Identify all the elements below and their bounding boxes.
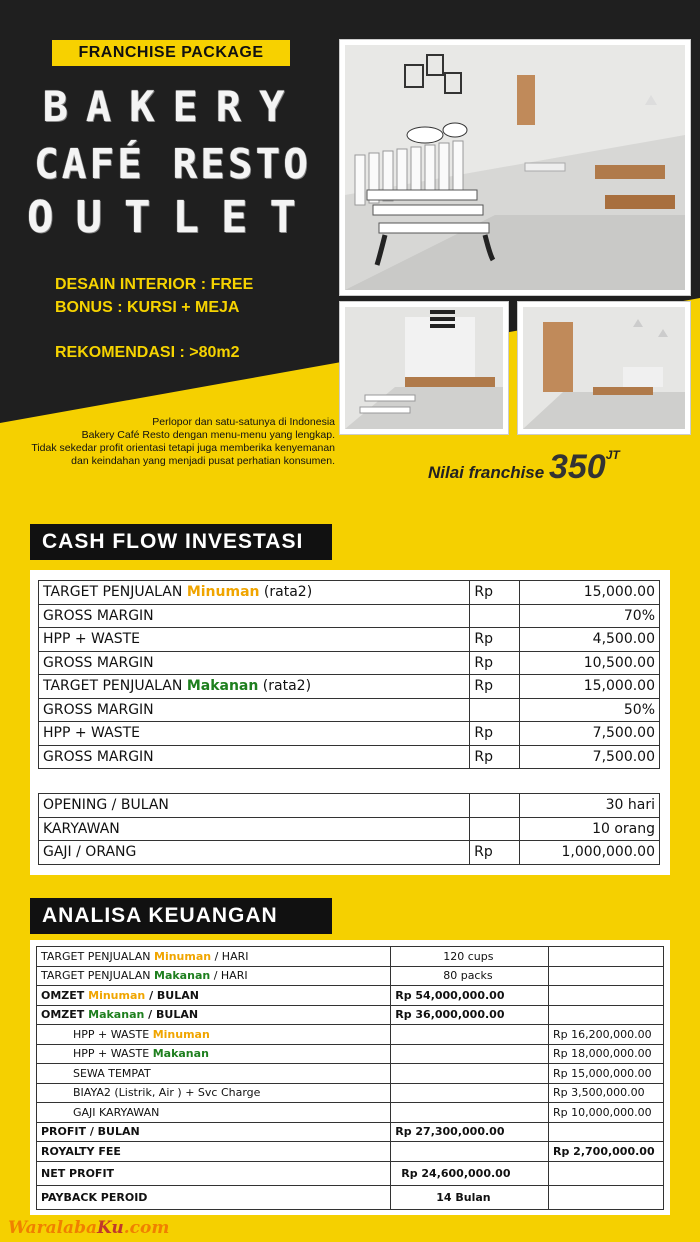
row-label (37, 966, 391, 986)
row-label (37, 947, 391, 967)
label-text: OMZET (41, 988, 89, 1002)
label-text: ROYALTY FEE (41, 1144, 121, 1158)
value-cell: 7,500.00 (520, 722, 660, 746)
label-text: GAJI KARYAWAN (73, 1105, 160, 1119)
table-row (37, 1083, 664, 1103)
value-cell (391, 1083, 549, 1103)
value-cell: 120 cups (391, 947, 549, 967)
table-row (39, 604, 660, 628)
expense-cell (549, 966, 664, 986)
interior-right-illustration (523, 307, 685, 429)
value-cell (391, 1025, 549, 1045)
table-row (37, 1122, 664, 1142)
value-cell: Rp 27,300,000.00 (391, 1122, 549, 1142)
bonus-text: BONUS : KURSI + MEJA (55, 299, 240, 316)
row-label (37, 1044, 391, 1064)
analisa-heading: ANALISA KEUANGAN (30, 898, 332, 934)
currency-cell: Rp (470, 722, 520, 746)
title-line-bakery: BAKERY (42, 82, 303, 131)
label-suffix: / HARI (211, 949, 249, 963)
interior-photo-left (340, 302, 508, 434)
franchise-label: Nilai franchise (428, 463, 545, 482)
franchise-value (428, 448, 620, 487)
row-label (39, 722, 470, 746)
empty-cell (549, 1161, 664, 1185)
table-row (37, 1025, 664, 1045)
label-text: TARGET PENJUALAN (43, 584, 187, 601)
row-label (37, 1025, 391, 1045)
table-row (37, 966, 664, 986)
rekomendasi-text: REKOMENDASI : >80m2 (55, 344, 240, 361)
label-text: BIAYA2 (Listrik, Air ) + Svc Charge (73, 1086, 261, 1100)
net-profit-row (37, 1161, 664, 1185)
currency-cell (470, 817, 520, 841)
watermark-logo (8, 1218, 169, 1238)
table-row (37, 1103, 664, 1123)
expense-cell: Rp 3,500,000.00 (549, 1083, 664, 1103)
hero-section (0, 0, 700, 500)
title-line-cafe-resto: CAFÉ RESTO (34, 140, 311, 188)
value-cell: 4,500.00 (520, 628, 660, 652)
table-row (39, 698, 660, 722)
value-cell (391, 1103, 549, 1123)
table-row (37, 1064, 664, 1084)
franchise-package-badge: FRANCHISE PACKAGE (52, 40, 290, 66)
row-label (37, 1122, 391, 1142)
expense-cell: Rp 16,200,000.00 (549, 1025, 664, 1045)
label-text: GROSS MARGIN (43, 748, 154, 765)
value-cell: 15,000.00 (520, 675, 660, 699)
row-label (37, 1083, 391, 1103)
row-label (37, 1064, 391, 1084)
interior-left-illustration (345, 307, 503, 429)
highlight-text: Minuman (152, 1027, 210, 1041)
cashflow-table-operational (38, 793, 660, 865)
row-label (39, 698, 470, 722)
highlight-text: Minuman (88, 988, 146, 1002)
label-text: OMZET (41, 1008, 89, 1022)
row-label: KARYAWAN (39, 817, 470, 841)
highlight-text: Makanan (186, 678, 259, 695)
label-suffix: / HARI (210, 969, 248, 983)
expense-cell (549, 986, 664, 1006)
interior-photo-main (340, 40, 690, 295)
net-profit-value: Rp 24,600,000.00 (391, 1161, 549, 1185)
currency-cell: Rp (470, 581, 520, 605)
table-row (39, 628, 660, 652)
value-cell: Rp 36,000,000.00 (391, 1005, 549, 1025)
expense-cell: Rp 15,000,000.00 (549, 1064, 664, 1084)
table-row (37, 1044, 664, 1064)
label-text: SEWA TEMPAT (73, 1066, 151, 1080)
label-text: GROSS MARGIN (43, 701, 154, 718)
currency-cell: Rp (470, 628, 520, 652)
table-row (39, 841, 660, 865)
description-line-4: dan keindahan yang menjadi pusat perhatian konsumen. (71, 455, 335, 467)
interior-main-illustration (345, 45, 685, 290)
currency-cell: Rp (470, 651, 520, 675)
row-label (39, 675, 470, 699)
highlight-text: Minuman (186, 584, 260, 601)
row-label (39, 651, 470, 675)
highlight-text: Makanan (152, 1047, 209, 1061)
expense-cell (549, 947, 664, 967)
label-text: GROSS MARGIN (43, 607, 154, 624)
row-label (39, 604, 470, 628)
cashflow-heading: CASH FLOW INVESTASI (30, 524, 332, 560)
row-label: GAJI / ORANG (39, 841, 470, 865)
table-row (39, 651, 660, 675)
currency-cell: Rp (470, 675, 520, 699)
franchise-unit: JT (605, 448, 620, 462)
payback-row (37, 1185, 664, 1209)
table-row (37, 1142, 664, 1162)
value-cell: 50% (520, 698, 660, 722)
table-row (39, 817, 660, 841)
table-row (39, 581, 660, 605)
value-cell: Rp 54,000,000.00 (391, 986, 549, 1006)
table-row (39, 675, 660, 699)
expense-cell (549, 1122, 664, 1142)
table-row (39, 722, 660, 746)
description-line-3: Tidak sekedar profit orientasi tetapi juga memberika kenyemanan (31, 442, 335, 454)
expense-cell (549, 1005, 664, 1025)
row-label (39, 628, 470, 652)
expense-cell: Rp 10,000,000.00 (549, 1103, 664, 1123)
label-text: TARGET PENJUALAN (41, 969, 154, 983)
value-cell (391, 1044, 549, 1064)
payback-label: PAYBACK PEROID (37, 1185, 391, 1209)
analisa-table (36, 946, 664, 1210)
row-label (39, 745, 470, 769)
value-cell: 10,500.00 (520, 651, 660, 675)
watermark-part-1: Waralaba (8, 1218, 97, 1238)
currency-cell: Rp (470, 841, 520, 865)
label-text: HPP + WASTE (73, 1027, 153, 1041)
highlight-text: Minuman (154, 949, 212, 963)
table-row (39, 794, 660, 818)
currency-cell (470, 604, 520, 628)
description-line-2: Bakery Café Resto dengan menu-menu yang lengkap. (81, 429, 335, 441)
interior-photo-right (518, 302, 690, 434)
currency-cell (470, 698, 520, 722)
value-cell: 1,000,000.00 (520, 841, 660, 865)
franchise-amount: 350 (548, 448, 606, 486)
label-suffix: (rata2) (258, 678, 312, 695)
value-cell (391, 1064, 549, 1084)
label-text: PROFIT / BULAN (41, 1125, 140, 1139)
expense-cell: Rp 18,000,000.00 (549, 1044, 664, 1064)
row-label (37, 1142, 391, 1162)
value-cell: 70% (520, 604, 660, 628)
label-suffix: (rata2) (259, 584, 313, 601)
cashflow-table (38, 580, 660, 769)
currency-cell: Rp (470, 745, 520, 769)
currency-cell (470, 794, 520, 818)
value-cell: 7,500.00 (520, 745, 660, 769)
watermark-part-2: Ku (96, 1218, 124, 1238)
desain-interior-text: DESAIN INTERIOR : FREE (55, 276, 254, 293)
label-text: HPP + WASTE (73, 1047, 153, 1061)
highlight-text: Makanan (154, 969, 211, 983)
row-label (39, 581, 470, 605)
table-row (37, 1005, 664, 1025)
value-cell: 10 orang (520, 817, 660, 841)
label-text: TARGET PENJUALAN (41, 949, 154, 963)
value-cell: 15,000.00 (520, 581, 660, 605)
watermark-part-3: .com (123, 1218, 170, 1238)
payback-value: 14 Bulan (391, 1185, 549, 1209)
row-label: OPENING / BULAN (39, 794, 470, 818)
empty-cell (549, 1185, 664, 1209)
label-text: GROSS MARGIN (43, 654, 154, 671)
row-label (37, 986, 391, 1006)
label-text: HPP + WASTE (43, 631, 140, 648)
label-text: TARGET PENJUALAN (43, 678, 187, 695)
value-cell: 80 packs (391, 966, 549, 986)
row-label (37, 1005, 391, 1025)
highlight-text: Makanan (88, 1008, 145, 1022)
net-profit-label: NET PROFIT (37, 1161, 391, 1185)
label-suffix: / BULAN (144, 1008, 199, 1022)
label-suffix: / BULAN (145, 988, 199, 1002)
value-cell: 30 hari (520, 794, 660, 818)
value-cell (391, 1142, 549, 1162)
table-row (37, 947, 664, 967)
table-row (37, 986, 664, 1006)
description-line-1: Perlopor dan satu-satunya di Indonesia (152, 416, 335, 428)
title-line-outlet: OUTLET (27, 192, 318, 243)
row-label (37, 1103, 391, 1123)
label-text: HPP + WASTE (43, 725, 140, 742)
table-row (39, 745, 660, 769)
expense-cell: Rp 2,700,000.00 (549, 1142, 664, 1162)
